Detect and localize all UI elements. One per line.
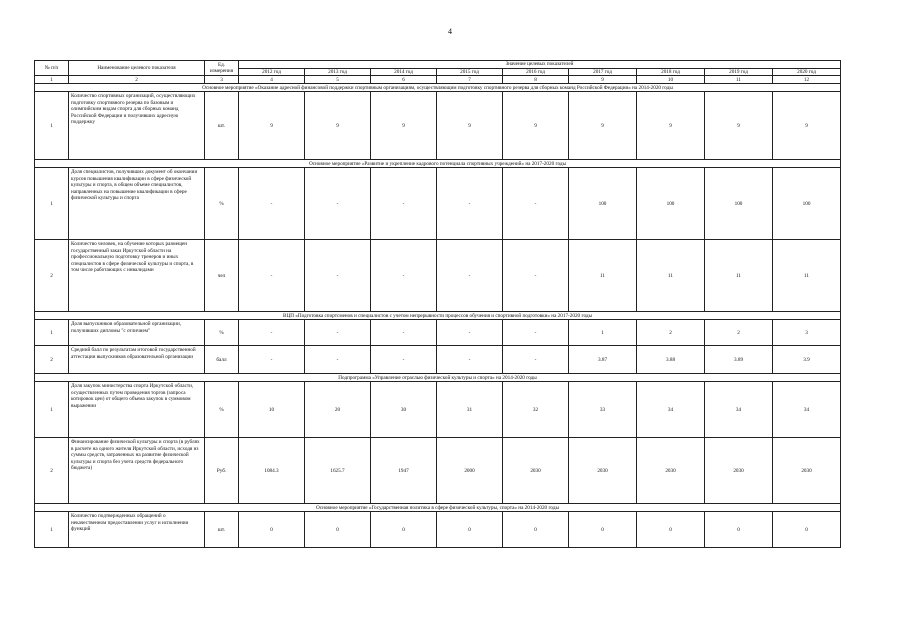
indicator-name: Количество подтвержденных обращений о некачественном предоставлении услуг и исполнении функций: [69, 512, 205, 548]
indicator-name: Количество спортивных организаций, осуществляющих подготовку спортивного резерва по базовым и олимпийским видам спорта для сборных команд Российской Федерации и получивших адресную поддержку: [69, 92, 205, 160]
header-year: 2020 год: [773, 69, 841, 76]
indicator-unit: шт.: [205, 92, 239, 160]
indicator-value: 1: [569, 320, 637, 346]
indicator-value: 34: [705, 382, 773, 438]
column-index: 10: [637, 76, 705, 84]
indicator-value: -: [371, 346, 437, 374]
indicator-value: 2030: [773, 438, 841, 504]
indicator-value: 2030: [637, 438, 705, 504]
column-index: 4: [239, 76, 305, 84]
indicator-value: 100: [637, 168, 705, 240]
header-year: 2017 год: [569, 69, 637, 76]
indicator-value: 11: [705, 240, 773, 312]
indicator-value: 0: [371, 512, 437, 548]
row-number: 1: [35, 382, 69, 438]
section-title: Основное мероприятие «Оказание адресной финансовой поддержки спортивным организациям, осуществляющим подготовку спортивного резерва для сборных команд Российской Федерации» на 2014-2020 годы: [35, 84, 841, 92]
indicator-value: 100: [705, 168, 773, 240]
indicator-value: 11: [773, 240, 841, 312]
row-number: 1: [35, 512, 69, 548]
row-number: 2: [35, 438, 69, 504]
indicator-unit: %: [205, 382, 239, 438]
section-title: ВЦП «Подготовка спортсменов и специалистов с учетом непрерывности процессов обучения и спортивной подготовки» на 2017-2020 годы: [35, 312, 841, 320]
section-title: Подпрограмма «Управление отраслью физической культуры и спорта» на 2014-2020 годы: [35, 374, 841, 382]
indicator-value: -: [503, 240, 569, 312]
indicator-value: 9: [773, 92, 841, 160]
section-title: Основное мероприятие «Государственная политика в сфере физической культуры, спорта» на 2014-2020 годы: [35, 504, 841, 512]
indicator-value: 30: [371, 382, 437, 438]
header-year: 2015 год: [437, 69, 503, 76]
indicator-value: 11: [569, 240, 637, 312]
section-row: [35, 374, 841, 382]
target-indicators-table: [34, 60, 841, 548]
indicator-value: 0: [773, 512, 841, 548]
column-index: 9: [569, 76, 637, 84]
indicator-value: 2000: [437, 438, 503, 504]
column-index: 8: [503, 76, 569, 84]
indicator-value: 9: [637, 92, 705, 160]
indicator-unit: шт.: [205, 512, 239, 548]
column-index: 2: [69, 76, 205, 84]
column-index: 7: [437, 76, 503, 84]
table-row: [35, 382, 841, 438]
section-row: [35, 312, 841, 320]
indicator-value: -: [305, 320, 371, 346]
header-year: 2012 год: [239, 69, 305, 76]
indicator-value: 31: [437, 382, 503, 438]
indicator-value: -: [239, 346, 305, 374]
column-index: 12: [773, 76, 841, 84]
indicator-value: 0: [705, 512, 773, 548]
table-row: [35, 320, 841, 346]
column-index: 5: [305, 76, 371, 84]
header-year: 2018 год: [637, 69, 705, 76]
indicator-value: 9: [239, 92, 305, 160]
indicator-unit: %: [205, 320, 239, 346]
indicator-value: -: [305, 168, 371, 240]
indicator-value: 0: [437, 512, 503, 548]
indicator-value: -: [239, 320, 305, 346]
indicator-value: 20: [305, 382, 371, 438]
indicator-value: 2: [705, 320, 773, 346]
indicator-unit: балл: [205, 346, 239, 374]
indicator-value: 0: [239, 512, 305, 548]
indicator-value: 9: [705, 92, 773, 160]
indicator-value: 9: [371, 92, 437, 160]
indicator-value: 10: [239, 382, 305, 438]
section-title: Основное мероприятие «Развитие и укрепление кадрового потенциала спортивных учреждений» на 2017-2020 годы: [35, 160, 841, 168]
indicator-value: -: [371, 320, 437, 346]
header-year: 2019 год: [705, 69, 773, 76]
header-name: Наименование целевого показателя: [69, 61, 205, 76]
indicator-value: -: [305, 240, 371, 312]
indicator-value: 100: [773, 168, 841, 240]
indicator-value: 2030: [569, 438, 637, 504]
indicator-name: Финансирование физической культуры и спорта (в рублях в расчете на одного жителя Иркутской области, исходя из суммы средств, затраченных на развитие физической культуры и спорта без учета средств федерального бюджета): [69, 438, 205, 504]
indicator-value: -: [305, 346, 371, 374]
section-row: [35, 504, 841, 512]
indicator-value: 9: [569, 92, 637, 160]
column-index: 3: [205, 76, 239, 84]
indicator-value: 0: [637, 512, 705, 548]
row-number: 1: [35, 320, 69, 346]
indicator-name: Количество человек, на обучение которых размещен государственный заказ Иркутской области на профессиональную подготовку тренеров и иных специалистов в сфере физической культуры и спорта, в том числе работающих с инвалидами: [69, 240, 205, 312]
table-row: [35, 92, 841, 160]
indicator-value: 33: [569, 382, 637, 438]
indicator-value: -: [437, 320, 503, 346]
indicator-value: -: [503, 168, 569, 240]
table-row: [35, 168, 841, 240]
indicator-name: Доля закупок министерства спорта Иркутской области, осуществленных путем проведения торгов (запроса котировок цен) от общего объема закупок в суммовом выражении: [69, 382, 205, 438]
indicator-value: 2030: [705, 438, 773, 504]
header-year: 2014 год: [371, 69, 437, 76]
indicator-value: 9: [437, 92, 503, 160]
column-index: 6: [371, 76, 437, 84]
row-number: 1: [35, 92, 69, 160]
indicator-value: 3: [773, 320, 841, 346]
indicator-value: 0: [569, 512, 637, 548]
indicator-value: 11: [637, 240, 705, 312]
indicator-value: -: [239, 240, 305, 312]
section-row: [35, 84, 841, 92]
section-row: [35, 160, 841, 168]
indicator-value: 1947: [371, 438, 437, 504]
indicator-value: -: [503, 320, 569, 346]
indicator-value: -: [437, 168, 503, 240]
indicator-name: Доля специалистов, получивших документ об окончании курсов повышения квалификации в сфере физической культуры и спорта, в общем объеме специалистов, направленных на повышение квалификации в сфере физической культуры и спорта: [69, 168, 205, 240]
row-number: 2: [35, 346, 69, 374]
column-index: 11: [705, 76, 773, 84]
indicator-value: 0: [305, 512, 371, 548]
header-num: № п/п: [35, 61, 69, 76]
header-year: 2016 год: [503, 69, 569, 76]
indicator-value: 9: [305, 92, 371, 160]
table-row: [35, 512, 841, 548]
indicator-value: 9: [503, 92, 569, 160]
indicator-value: 100: [569, 168, 637, 240]
header-unit: Ед. измерения: [205, 61, 239, 76]
indicator-value: -: [437, 240, 503, 312]
indicator-value: -: [503, 346, 569, 374]
indicator-value: 34: [637, 382, 705, 438]
table-row: [35, 346, 841, 374]
indicator-value: 3.87: [569, 346, 637, 374]
indicator-unit: %: [205, 168, 239, 240]
indicator-value: 34: [773, 382, 841, 438]
indicator-value: 3.89: [705, 346, 773, 374]
indicator-value: -: [371, 168, 437, 240]
table-row: [35, 240, 841, 312]
page-number: 4: [448, 27, 452, 36]
indicator-value: 0: [503, 512, 569, 548]
indicator-unit: Руб.: [205, 438, 239, 504]
indicator-value: 3.88: [637, 346, 705, 374]
indicator-value: -: [371, 240, 437, 312]
indicator-value: 32: [503, 382, 569, 438]
indicator-value: 1084.3: [239, 438, 305, 504]
indicator-value: 1625.7: [305, 438, 371, 504]
header-values-title: Значение целевых показателей: [239, 61, 841, 69]
indicator-value: 2030: [503, 438, 569, 504]
header-year: 2013 год: [305, 69, 371, 76]
table-row: [35, 438, 841, 504]
column-index: 1: [35, 76, 69, 84]
indicator-unit: чел: [205, 240, 239, 312]
row-number: 2: [35, 240, 69, 312]
indicator-name: Средний балл по результатам итоговой государственной аттестации выпускников образовательной организации: [69, 346, 205, 374]
indicator-value: 2: [637, 320, 705, 346]
indicator-value: 3.9: [773, 346, 841, 374]
indicator-name: Доля выпускников образовательной организации, получивших дипломы "с отличием": [69, 320, 205, 346]
indicator-value: -: [437, 346, 503, 374]
row-number: 1: [35, 168, 69, 240]
indicator-value: -: [239, 168, 305, 240]
